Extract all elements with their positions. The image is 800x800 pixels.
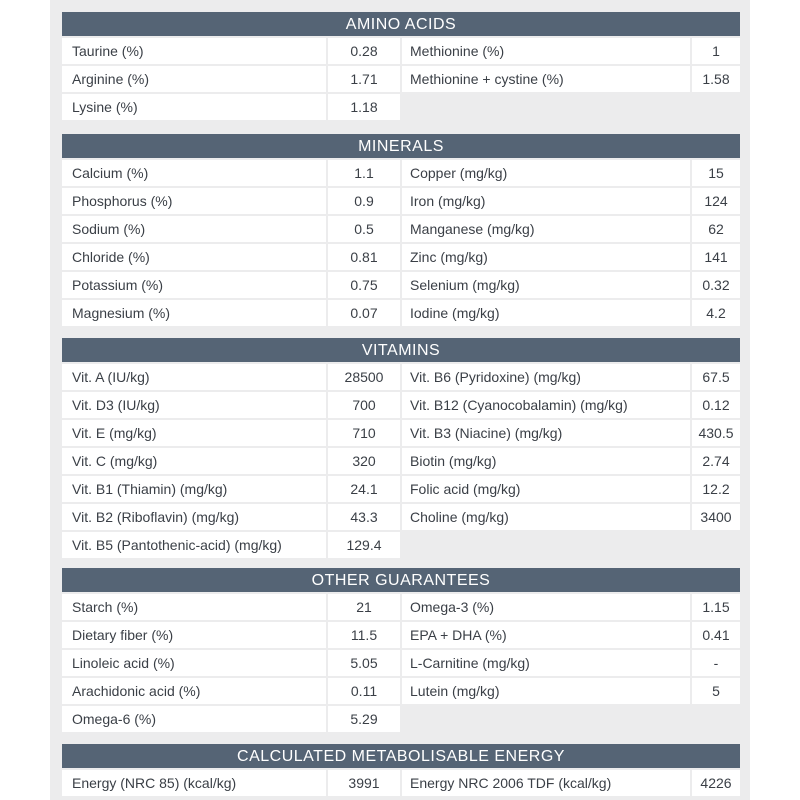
nutrient-value: 24.1 [328, 476, 400, 502]
nutrient-value: 141 [692, 244, 740, 270]
nutrient-value: 0.5 [328, 216, 400, 242]
nutrient-label: Copper (mg/kg) [402, 160, 690, 186]
section-header: OTHER GUARANTEES [62, 568, 740, 592]
section-minerals [62, 134, 740, 326]
nutrient-label: Methionine + cystine (%) [402, 66, 690, 92]
table-row [62, 242, 740, 270]
nutrient-label: EPA + DHA (%) [402, 622, 690, 648]
nutrient-label: Energy (NRC 85) (kcal/kg) [62, 770, 326, 796]
nutrient-label: Magnesium (%) [62, 300, 326, 326]
table-row [62, 36, 740, 64]
nutrient-value: 320 [328, 448, 400, 474]
table-row [62, 704, 740, 732]
nutrient-label: Phosphorus (%) [62, 188, 326, 214]
nutrient-label: Calcium (%) [62, 160, 326, 186]
table-row [62, 676, 740, 704]
nutrient-value: 0.75 [328, 272, 400, 298]
table-row [62, 362, 740, 390]
section-amino-acids [62, 12, 740, 120]
nutrient-label: Starch (%) [62, 594, 326, 620]
nutrient-label: Iron (mg/kg) [402, 188, 690, 214]
table-row [62, 92, 740, 120]
nutrient-label: Sodium (%) [62, 216, 326, 242]
nutrient-value: 0.28 [328, 38, 400, 64]
nutrient-label: Vit. B1 (Thiamin) (mg/kg) [62, 476, 326, 502]
nutrient-value: 4226 [692, 770, 740, 796]
nutrient-label: Lutein (mg/kg) [402, 678, 690, 704]
nutrient-value: 1.1 [328, 160, 400, 186]
nutrient-label: Chloride (%) [62, 244, 326, 270]
nutrient-value: 0.41 [692, 622, 740, 648]
nutrient-label: Vit. D3 (IU/kg) [62, 392, 326, 418]
nutrient-label: Linoleic acid (%) [62, 650, 326, 676]
nutrient-value: 700 [328, 392, 400, 418]
nutrient-label: Omega-3 (%) [402, 594, 690, 620]
nutrient-value: 62 [692, 216, 740, 242]
nutrient-label: Omega-6 (%) [62, 706, 326, 732]
nutrient-value: 28500 [328, 364, 400, 390]
nutrient-label: Lysine (%) [62, 94, 326, 120]
nutrient-value: 0.32 [692, 272, 740, 298]
nutrient-value: 0.9 [328, 188, 400, 214]
nutrient-value: 0.07 [328, 300, 400, 326]
table-row [62, 214, 740, 242]
table-row [62, 620, 740, 648]
nutrient-label: Vit. C (mg/kg) [62, 448, 326, 474]
nutrient-value: 124 [692, 188, 740, 214]
nutrient-value: 0.11 [328, 678, 400, 704]
table-row [62, 64, 740, 92]
table-row [62, 270, 740, 298]
nutrient-label: Vit. B3 (Niacine) (mg/kg) [402, 420, 690, 446]
nutrient-value: 1.15 [692, 594, 740, 620]
nutrient-label: Energy NRC 2006 TDF (kcal/kg) [402, 770, 690, 796]
nutrient-value: 43.3 [328, 504, 400, 530]
table-row [62, 592, 740, 620]
section-other-guarantees [62, 568, 740, 732]
nutrient-label: Potassium (%) [62, 272, 326, 298]
nutrient-label: Arginine (%) [62, 66, 326, 92]
nutrient-label: Vit. A (IU/kg) [62, 364, 326, 390]
table-row [62, 648, 740, 676]
nutrition-sheet [50, 0, 750, 800]
nutrient-label: Selenium (mg/kg) [402, 272, 690, 298]
nutrient-label: Manganese (mg/kg) [402, 216, 690, 242]
nutrient-label: Vit. B6 (Pyridoxine) (mg/kg) [402, 364, 690, 390]
nutrient-label: Methionine (%) [402, 38, 690, 64]
nutrient-value: 1.18 [328, 94, 400, 120]
nutrient-value: 2.74 [692, 448, 740, 474]
nutrient-label: Iodine (mg/kg) [402, 300, 690, 326]
nutrient-value: 5.05 [328, 650, 400, 676]
table-row [62, 446, 740, 474]
table-row [62, 186, 740, 214]
table-row [62, 530, 740, 558]
section-header: VITAMINS [62, 338, 740, 362]
nutrient-label: Vit. B12 (Cyanocobalamin) (mg/kg) [402, 392, 690, 418]
table-row [62, 298, 740, 326]
section-header: AMINO ACIDS [62, 12, 740, 36]
nutrient-value: 5 [692, 678, 740, 704]
table-row [62, 390, 740, 418]
section-header: MINERALS [62, 134, 740, 158]
section-header: CALCULATED METABOLISABLE ENERGY [62, 744, 740, 768]
nutrient-value: 129.4 [328, 532, 400, 558]
table-row [62, 474, 740, 502]
nutrient-value: 0.81 [328, 244, 400, 270]
nutrient-value: 3991 [328, 770, 400, 796]
nutrient-value: 11.5 [328, 622, 400, 648]
nutrient-value: 4.2 [692, 300, 740, 326]
nutrient-value: 3400 [692, 504, 740, 530]
nutrient-label: Vit. B2 (Riboflavin) (mg/kg) [62, 504, 326, 530]
nutrient-label: Taurine (%) [62, 38, 326, 64]
nutrient-value: 0.12 [692, 392, 740, 418]
nutrient-value: 1 [692, 38, 740, 64]
nutrient-label: Arachidonic acid (%) [62, 678, 326, 704]
nutrient-label: Biotin (mg/kg) [402, 448, 690, 474]
nutrient-label: L-Carnitine (mg/kg) [402, 650, 690, 676]
nutrient-value: 12.2 [692, 476, 740, 502]
nutrient-label: Folic acid (mg/kg) [402, 476, 690, 502]
nutrient-value: 67.5 [692, 364, 740, 390]
nutrient-value: 21 [328, 594, 400, 620]
table-row [62, 158, 740, 186]
nutrient-label: Choline (mg/kg) [402, 504, 690, 530]
nutrient-value: 430.5 [692, 420, 740, 446]
nutrient-value: 1.58 [692, 66, 740, 92]
section-metabolisable-energy [62, 744, 740, 796]
nutrient-value: 15 [692, 160, 740, 186]
table-row [62, 768, 740, 796]
table-row [62, 502, 740, 530]
nutrient-value: 1.71 [328, 66, 400, 92]
nutrient-label: Dietary fiber (%) [62, 622, 326, 648]
section-vitamins [62, 338, 740, 558]
nutrient-value: - [692, 650, 740, 676]
nutrient-value: 710 [328, 420, 400, 446]
nutrient-value: 5.29 [328, 706, 400, 732]
nutrient-label: Vit. E (mg/kg) [62, 420, 326, 446]
nutrient-label: Vit. B5 (Pantothenic-acid) (mg/kg) [62, 532, 326, 558]
nutrient-label: Zinc (mg/kg) [402, 244, 690, 270]
table-row [62, 418, 740, 446]
